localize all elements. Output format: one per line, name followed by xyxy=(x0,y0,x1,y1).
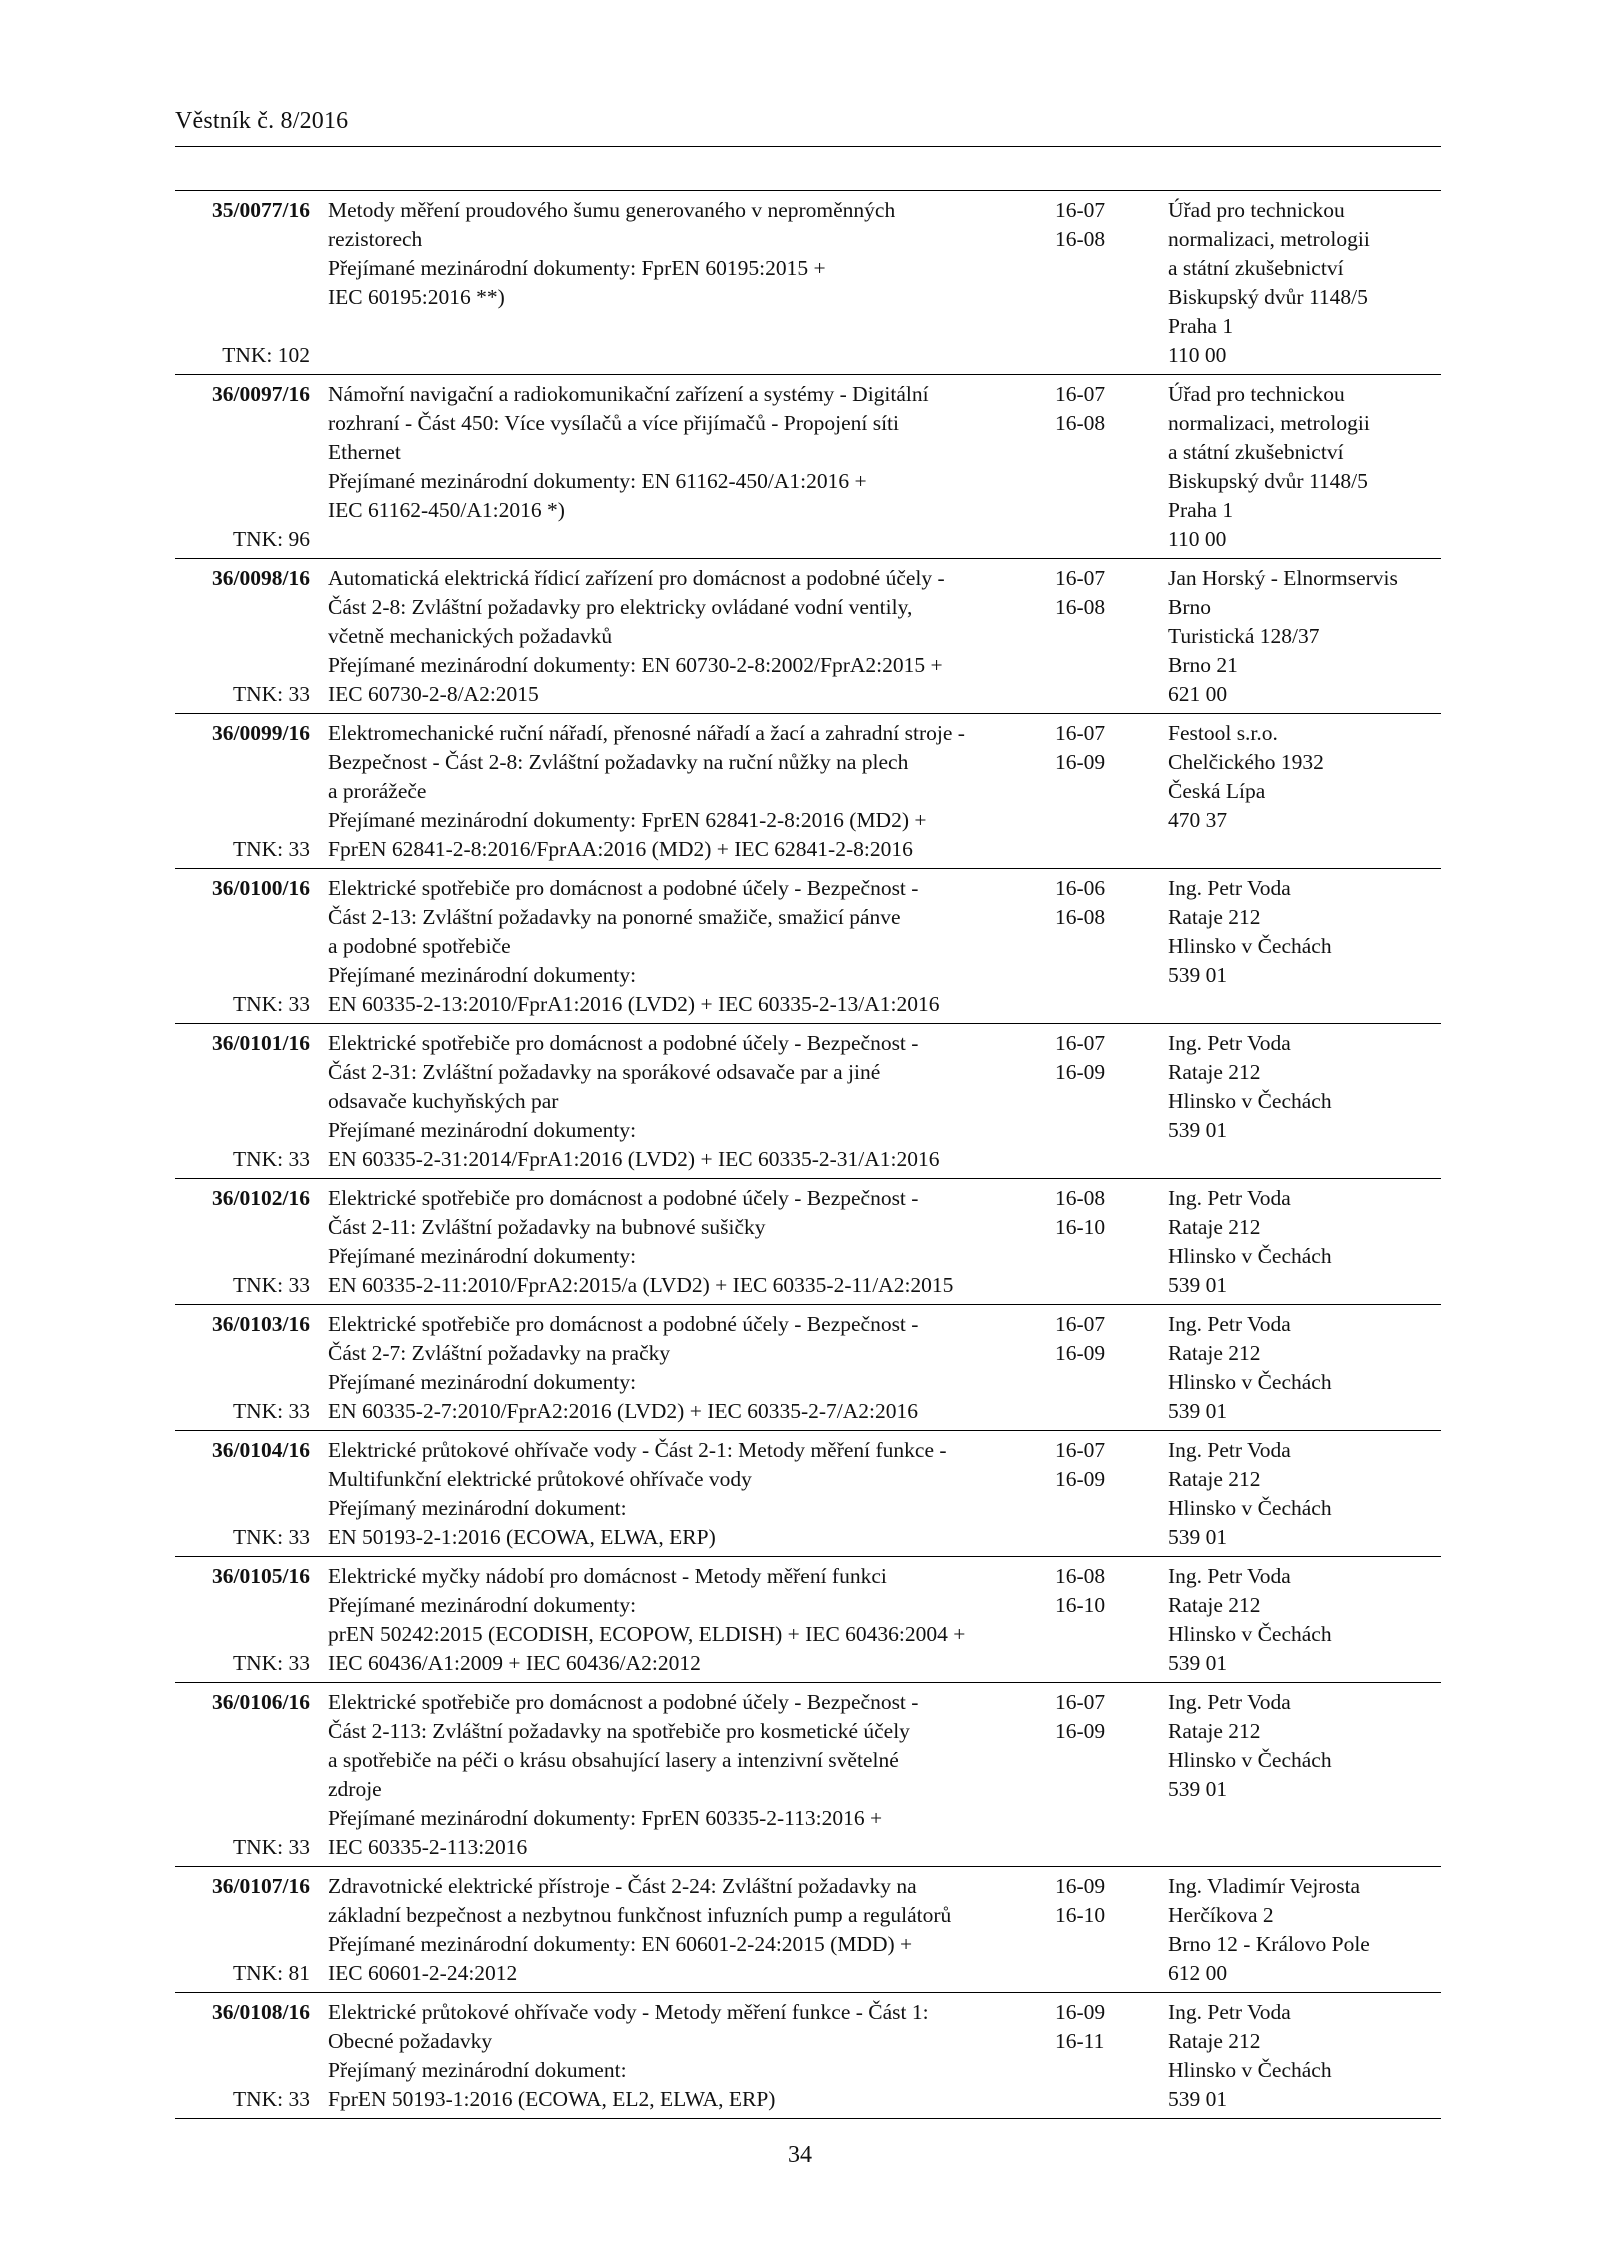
address-line: Hlinsko v Čechách xyxy=(1168,1244,1332,1268)
title-line: a spotřebiče na péči o krásu obsahující lasery a intenzivní světelné xyxy=(328,1748,899,1772)
tnk-label: TNK: 33 xyxy=(232,1525,310,1549)
date-line: 16-09 xyxy=(1055,2000,1106,2024)
address-line: Rataje 212 xyxy=(1168,1215,1261,1239)
title-line: Přejímané mezinárodní dokumenty: xyxy=(328,1244,637,1268)
title-cell xyxy=(323,1310,1046,1426)
title-line: FprEN 50193-1:2016 (ECOWA, EL2, ELWA, ERP) xyxy=(328,2087,776,2111)
tnk-label: TNK: 33 xyxy=(232,1399,310,1423)
table-row xyxy=(175,713,1441,868)
address-line: Ing. Petr Voda xyxy=(1168,1031,1291,1055)
date-line: 16-07 xyxy=(1055,1438,1106,1462)
table-row xyxy=(175,374,1441,558)
standard-number: 36/0099/16 xyxy=(212,721,310,745)
dates-cell xyxy=(1046,1029,1154,1174)
title-line: Část 2-7: Zvláštní požadavky na pračky xyxy=(328,1341,671,1365)
title-line: Část 2-8: Zvláštní požadavky pro elektricky ovládané vodní ventily, xyxy=(328,595,913,619)
address-line: Rataje 212 xyxy=(1168,1467,1261,1491)
address-cell xyxy=(1154,719,1441,864)
page-header: Věstník č. 8/2016 xyxy=(175,108,349,134)
title-cell xyxy=(323,1029,1046,1174)
title-line: a prorážeče xyxy=(328,779,427,803)
dates-cell xyxy=(1046,564,1154,709)
title-cell xyxy=(323,1436,1046,1552)
address-cell xyxy=(1154,874,1441,1019)
row-id-cell xyxy=(175,564,323,709)
address-line: 621 00 xyxy=(1168,682,1228,706)
title-line: EN 60335-2-7:2010/FprA2:2016 (LVD2) + IEC 60335-2-7/A2:2016 xyxy=(328,1399,919,1423)
tnk-label: TNK: 33 xyxy=(232,1147,310,1171)
tnk-label: TNK: 33 xyxy=(232,992,310,1016)
date-line: 16-09 xyxy=(1055,1341,1106,1365)
address-cell xyxy=(1154,564,1441,709)
address-line: 539 01 xyxy=(1168,1118,1228,1142)
standard-number: 36/0101/16 xyxy=(212,1031,310,1055)
table-row xyxy=(175,1866,1441,1992)
table-row xyxy=(175,1682,1441,1866)
title-line: základní bezpečnost a nezbytnou funkčnost infuzních pump a regulátorů xyxy=(328,1903,952,1927)
address-line: Ing. Vladimír Vejrosta xyxy=(1168,1874,1361,1898)
title-cell xyxy=(323,1872,1046,1988)
title-line: Elektrické průtokové ohřívače vody - Metody měření funkce - Část 1: xyxy=(328,2000,929,2024)
address-cell xyxy=(1154,1688,1441,1862)
dates-cell xyxy=(1046,719,1154,864)
address-line: 539 01 xyxy=(1168,1399,1228,1423)
address-line: Hlinsko v Čechách xyxy=(1168,1496,1332,1520)
row-id-cell xyxy=(175,874,323,1019)
date-line: 16-08 xyxy=(1055,227,1106,251)
title-line: Přejímané mezinárodní dokumenty: EN 61162-450/A1:2016 + xyxy=(328,469,867,493)
title-line: Elektrické průtokové ohřívače vody - Část 2-1: Metody měření funkce - xyxy=(328,1438,947,1462)
address-cell xyxy=(1154,1184,1441,1300)
address-line: Česká Lípa xyxy=(1168,779,1266,803)
row-id-cell xyxy=(175,1436,323,1552)
address-line: Rataje 212 xyxy=(1168,1719,1261,1743)
row-id-cell xyxy=(175,719,323,864)
title-line: Přejímaný mezinárodní dokument: xyxy=(328,2058,627,2082)
address-line: Úřad pro technickou xyxy=(1168,198,1345,222)
address-line: 539 01 xyxy=(1168,1273,1228,1297)
page-number: 34 xyxy=(788,2142,812,2168)
title-line: zdroje xyxy=(328,1777,382,1801)
date-line: 16-10 xyxy=(1055,1593,1106,1617)
table-row xyxy=(175,868,1441,1023)
title-line: Přejímané mezinárodní dokumenty: xyxy=(328,1593,637,1617)
address-line: Ing. Petr Voda xyxy=(1168,1438,1291,1462)
address-line: 110 00 xyxy=(1168,527,1227,551)
address-line: Rataje 212 xyxy=(1168,1341,1261,1365)
address-line: Rataje 212 xyxy=(1168,905,1261,929)
title-line: Automatická elektrická řídicí zařízení pro domácnost a podobné účely - xyxy=(328,566,945,590)
row-id-cell xyxy=(175,1998,323,2114)
title-line: EN 50193-2-1:2016 (ECOWA, ELWA, ERP) xyxy=(328,1525,716,1549)
date-line: 16-07 xyxy=(1055,1031,1106,1055)
date-line: 16-11 xyxy=(1055,2029,1105,2053)
address-line: Turistická 128/37 xyxy=(1168,624,1320,648)
title-line: Metody měření proudového šumu generovaného v neproměnných xyxy=(328,198,896,222)
title-line: Část 2-11: Zvláštní požadavky na bubnové sušičky xyxy=(328,1215,766,1239)
title-line: Zdravotnické elektrické přístroje - Část 2-24: Zvláštní požadavky na xyxy=(328,1874,917,1898)
table-row xyxy=(175,1304,1441,1430)
address-line: Rataje 212 xyxy=(1168,2029,1261,2053)
date-line: 16-07 xyxy=(1055,382,1106,406)
dates-cell xyxy=(1046,874,1154,1019)
header-rule xyxy=(175,146,1441,147)
dates-cell xyxy=(1046,1998,1154,2114)
tnk-label: TNK: 33 xyxy=(232,2087,310,2111)
title-line: Námořní navigační a radiokomunikační zařízení a systémy - Digitální xyxy=(328,382,929,406)
tnk-label: TNK: 33 xyxy=(232,1651,310,1675)
tnk-label: TNK: 33 xyxy=(232,837,310,861)
address-line: Jan Horský - Elnormservis xyxy=(1168,566,1398,590)
row-id-cell xyxy=(175,1310,323,1426)
address-line: 612 00 xyxy=(1168,1961,1228,1985)
title-cell xyxy=(323,196,1046,370)
date-line: 16-07 xyxy=(1055,721,1106,745)
date-line: 16-10 xyxy=(1055,1903,1106,1927)
address-cell xyxy=(1154,1872,1441,1988)
date-line: 16-07 xyxy=(1055,1690,1106,1714)
title-line: Elektrické spotřebiče pro domácnost a podobné účely - Bezpečnost - xyxy=(328,1312,919,1336)
title-cell xyxy=(323,1184,1046,1300)
date-line: 16-10 xyxy=(1055,1215,1106,1239)
table-row xyxy=(175,1556,1441,1682)
title-line: Část 2-13: Zvláštní požadavky na ponorné smažiče, smažicí pánve xyxy=(328,905,901,929)
row-id-cell xyxy=(175,1872,323,1988)
title-line: EN 60335-2-31:2014/FprA1:2016 (LVD2) + IEC 60335-2-31/A1:2016 xyxy=(328,1147,940,1171)
tnk-label: TNK: 102 xyxy=(222,343,310,367)
address-line: 470 37 xyxy=(1168,808,1228,832)
title-line: Elektrické spotřebiče pro domácnost a podobné účely - Bezpečnost - xyxy=(328,1186,919,1210)
title-line: Přejímané mezinárodní dokumenty: FprEN 60335-2-113:2016 + xyxy=(328,1806,883,1830)
title-cell xyxy=(323,564,1046,709)
address-line: Biskupský dvůr 1148/5 xyxy=(1168,469,1368,493)
title-line: Přejímané mezinárodní dokumenty: xyxy=(328,963,637,987)
title-line: IEC 60195:2016 **) xyxy=(328,285,505,309)
table-row xyxy=(175,558,1441,713)
address-line: 539 01 xyxy=(1168,1651,1228,1675)
title-cell xyxy=(323,874,1046,1019)
standard-number: 36/0105/16 xyxy=(212,1564,310,1588)
date-line: 16-09 xyxy=(1055,1467,1106,1491)
address-cell xyxy=(1154,380,1441,554)
title-line: Elektrické spotřebiče pro domácnost a podobné účely - Bezpečnost - xyxy=(328,1031,919,1055)
tnk-label: TNK: 96 xyxy=(232,527,310,551)
address-line: a státní zkušebnictví xyxy=(1168,256,1344,280)
address-line: 539 01 xyxy=(1168,1525,1228,1549)
title-line: rezistorech xyxy=(328,227,423,251)
address-line: Úřad pro technickou xyxy=(1168,382,1345,406)
table-row xyxy=(175,1023,1441,1178)
dates-cell xyxy=(1046,1310,1154,1426)
row-id-cell xyxy=(175,1184,323,1300)
standard-number: 36/0102/16 xyxy=(212,1186,310,1210)
title-line: EN 60335-2-11:2010/FprA2:2015/a (LVD2) + IEC 60335-2-11/A2:2015 xyxy=(328,1273,954,1297)
tnk-label: TNK: 33 xyxy=(232,682,310,706)
address-line: 539 01 xyxy=(1168,2087,1228,2111)
title-line: rozhraní - Část 450: Více vysílačů a více přijímačů - Propojení síti xyxy=(328,411,899,435)
title-line: IEC 60335-2-113:2016 xyxy=(328,1835,528,1859)
address-line: Rataje 212 xyxy=(1168,1060,1261,1084)
address-line: Chelčického 1932 xyxy=(1168,750,1324,774)
title-cell xyxy=(323,1688,1046,1862)
address-line: 539 01 xyxy=(1168,1777,1228,1801)
title-line: Přejímané mezinárodní dokumenty: xyxy=(328,1118,637,1142)
table-row xyxy=(175,1992,1441,2118)
address-line: Hlinsko v Čechách xyxy=(1168,1089,1332,1113)
address-cell xyxy=(1154,196,1441,370)
address-line: Festool s.r.o. xyxy=(1168,721,1278,745)
address-line: normalizaci, metrologii xyxy=(1168,227,1370,251)
standard-number: 36/0107/16 xyxy=(212,1874,310,1898)
title-line: odsavače kuchyňských par xyxy=(328,1089,559,1113)
standard-number: 36/0104/16 xyxy=(212,1438,310,1462)
title-line: FprEN 62841-2-8:2016/FprAA:2016 (MD2) + IEC 62841-2-8:2016 xyxy=(328,837,913,861)
title-line: Přejímané mezinárodní dokumenty: EN 60601-2-24:2015 (MDD) + xyxy=(328,1932,913,1956)
title-cell xyxy=(323,1562,1046,1678)
date-line: 16-09 xyxy=(1055,1060,1106,1084)
row-id-cell xyxy=(175,380,323,554)
address-cell xyxy=(1154,1562,1441,1678)
title-line: Přejímané mezinárodní dokumenty: xyxy=(328,1370,637,1394)
dates-cell xyxy=(1046,380,1154,554)
title-line: Elektromechanické ruční nářadí, přenosné nářadí a žací a zahradní stroje - xyxy=(328,721,965,745)
title-line: Elektrické spotřebiče pro domácnost a podobné účely - Bezpečnost - xyxy=(328,876,919,900)
title-line: Přejímaný mezinárodní dokument: xyxy=(328,1496,627,1520)
row-id-cell xyxy=(175,1688,323,1862)
title-cell xyxy=(323,1998,1046,2114)
address-line: Hlinsko v Čechách xyxy=(1168,1748,1332,1772)
address-line: Ing. Petr Voda xyxy=(1168,876,1291,900)
dates-cell xyxy=(1046,1688,1154,1862)
date-line: 16-08 xyxy=(1055,905,1106,929)
standard-number: 35/0077/16 xyxy=(212,198,310,222)
dates-cell xyxy=(1046,1872,1154,1988)
dates-cell xyxy=(1046,1184,1154,1300)
title-line: Část 2-113: Zvláštní požadavky na spotřebiče pro kosmetické účely xyxy=(328,1719,910,1743)
title-line: Elektrické spotřebiče pro domácnost a podobné účely - Bezpečnost - xyxy=(328,1690,919,1714)
row-id-cell xyxy=(175,1562,323,1678)
title-line: IEC 60436/A1:2009 + IEC 60436/A2:2012 xyxy=(328,1651,701,1675)
standard-number: 36/0108/16 xyxy=(212,2000,310,2024)
date-line: 16-08 xyxy=(1055,411,1106,435)
title-line: IEC 60601-2-24:2012 xyxy=(328,1961,518,1985)
title-line: včetně mechanických požadavků xyxy=(328,624,613,648)
standards-table xyxy=(175,190,1441,2119)
title-cell xyxy=(323,380,1046,554)
date-line: 16-07 xyxy=(1055,198,1106,222)
address-cell xyxy=(1154,1029,1441,1174)
date-line: 16-06 xyxy=(1055,876,1106,900)
standard-number: 36/0103/16 xyxy=(212,1312,310,1336)
date-line: 16-08 xyxy=(1055,1186,1106,1210)
date-line: 16-09 xyxy=(1055,750,1106,774)
date-line: 16-09 xyxy=(1055,1719,1106,1743)
address-line: Ing. Petr Voda xyxy=(1168,1690,1291,1714)
tnk-label: TNK: 33 xyxy=(232,1273,310,1297)
date-line: 16-09 xyxy=(1055,1874,1106,1898)
address-line: 539 01 xyxy=(1168,963,1228,987)
title-line: Část 2-31: Zvláštní požadavky na sporákové odsavače par a jiné xyxy=(328,1060,881,1084)
title-line: prEN 50242:2015 (ECODISH, ECOPOW, ELDISH) + IEC 60436:2004 + xyxy=(328,1622,966,1646)
address-line: Hlinsko v Čechách xyxy=(1168,934,1332,958)
address-line: Praha 1 xyxy=(1168,314,1234,338)
title-line: EN 60335-2-13:2010/FprA1:2016 (LVD2) + IEC 60335-2-13/A1:2016 xyxy=(328,992,940,1016)
address-line: Hlinsko v Čechách xyxy=(1168,2058,1332,2082)
title-line: a podobné spotřebiče xyxy=(328,934,511,958)
date-line: 16-07 xyxy=(1055,1312,1106,1336)
address-cell xyxy=(1154,1436,1441,1552)
address-cell xyxy=(1154,1998,1441,2114)
dates-cell xyxy=(1046,196,1154,370)
address-line: Brno 12 - Královo Pole xyxy=(1168,1932,1370,1956)
title-line: Bezpečnost - Část 2-8: Zvláštní požadavky na ruční nůžky na plech xyxy=(328,750,909,774)
address-line: Praha 1 xyxy=(1168,498,1234,522)
title-line: Přejímané mezinárodní dokumenty: FprEN 60195:2015 + xyxy=(328,256,826,280)
address-line: Hlinsko v Čechách xyxy=(1168,1370,1332,1394)
title-line: Ethernet xyxy=(328,440,401,464)
row-id-cell xyxy=(175,196,323,370)
title-cell xyxy=(323,719,1046,864)
address-line: a státní zkušebnictví xyxy=(1168,440,1344,464)
address-line: Hlinsko v Čechách xyxy=(1168,1622,1332,1646)
tnk-label: TNK: 33 xyxy=(232,1835,310,1859)
address-cell xyxy=(1154,1310,1441,1426)
tnk-label: TNK: 81 xyxy=(232,1961,310,1985)
row-id-cell xyxy=(175,1029,323,1174)
title-line: Obecné požadavky xyxy=(328,2029,493,2053)
standard-number: 36/0097/16 xyxy=(212,382,310,406)
table-row xyxy=(175,191,1441,374)
title-line: Přejímané mezinárodní dokumenty: EN 60730-2-8:2002/FprA2:2015 + xyxy=(328,653,943,677)
address-line: Ing. Petr Voda xyxy=(1168,1564,1291,1588)
address-line: 110 00 xyxy=(1168,343,1227,367)
table-row xyxy=(175,1430,1441,1556)
date-line: 16-07 xyxy=(1055,566,1106,590)
standard-number: 36/0106/16 xyxy=(212,1690,310,1714)
title-line: Multifunkční elektrické průtokové ohřívače vody xyxy=(328,1467,752,1491)
table-row xyxy=(175,1178,1441,1304)
date-line: 16-08 xyxy=(1055,1564,1106,1588)
address-line: Ing. Petr Voda xyxy=(1168,1186,1291,1210)
dates-cell xyxy=(1046,1436,1154,1552)
dates-cell xyxy=(1046,1562,1154,1678)
date-line: 16-08 xyxy=(1055,595,1106,619)
address-line: Ing. Petr Voda xyxy=(1168,2000,1291,2024)
title-line: IEC 61162-450/A1:2016 *) xyxy=(328,498,565,522)
standard-number: 36/0100/16 xyxy=(212,876,310,900)
address-line: Brno xyxy=(1168,595,1211,619)
title-line: Přejímané mezinárodní dokumenty: FprEN 62841-2-8:2016 (MD2) + xyxy=(328,808,927,832)
address-line: Herčíkova 2 xyxy=(1168,1903,1274,1927)
address-line: Ing. Petr Voda xyxy=(1168,1312,1291,1336)
address-line: normalizaci, metrologii xyxy=(1168,411,1370,435)
title-line: Elektrické myčky nádobí pro domácnost - Metody měření funkci xyxy=(328,1564,887,1588)
standard-number: 36/0098/16 xyxy=(212,566,310,590)
title-line: IEC 60730-2-8/A2:2015 xyxy=(328,682,539,706)
address-line: Brno 21 xyxy=(1168,653,1238,677)
address-line: Biskupský dvůr 1148/5 xyxy=(1168,285,1368,309)
address-line: Rataje 212 xyxy=(1168,1593,1261,1617)
